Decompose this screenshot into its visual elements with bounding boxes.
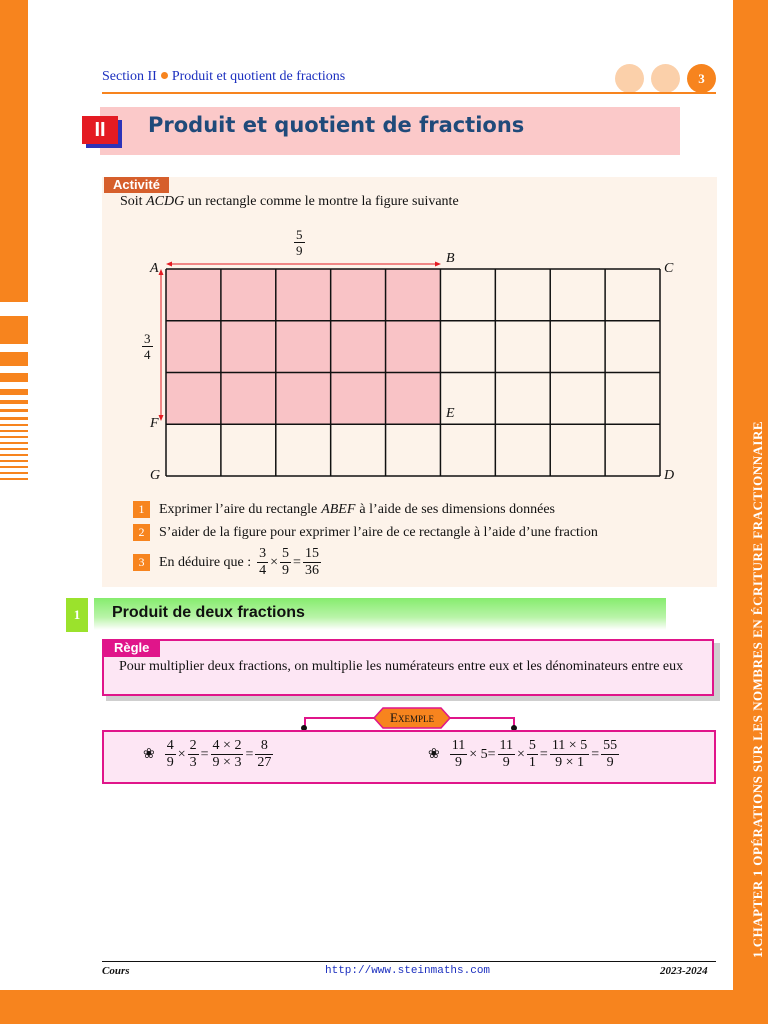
- running-header: [102, 69, 345, 85]
- fraction: [165, 738, 176, 771]
- rectangle-name: ACDG: [146, 194, 185, 209]
- rule-tag: Règle: [103, 639, 160, 657]
- section-number: II: [82, 116, 118, 144]
- rule-text: Pour multiplier deux fractions, on multiplie les numérateurs entre eux et les dénominateurs entre eux: [119, 659, 684, 674]
- left-decoration-stripe: [0, 430, 28, 432]
- side-dimension-fraction: [142, 331, 153, 362]
- fraction-denominator: 9: [282, 563, 290, 578]
- question-text: S’aider de la figure pour exprimer l’aire de ce rectangle à l’aide d’une fraction: [159, 524, 598, 540]
- fraction-denominator: 4: [144, 347, 151, 362]
- fraction-numerator: 4: [166, 738, 174, 753]
- left-decoration-stripe: [0, 417, 28, 420]
- flower-icon: ❀: [428, 747, 440, 762]
- shaded-cell: [221, 373, 276, 425]
- equals-sign: =: [487, 746, 496, 762]
- point-label-a: A: [150, 261, 159, 276]
- header-topic: Produit et quotient de fractions: [171, 69, 346, 84]
- fraction-numerator: 3: [144, 331, 151, 346]
- example-connector: [304, 717, 374, 719]
- fraction: [211, 738, 244, 771]
- fraction-numerator: 3: [259, 546, 267, 561]
- header-rule: [102, 92, 716, 94]
- fraction-denominator: 9: [454, 755, 462, 770]
- fraction: [498, 738, 515, 771]
- question-number: 1: [133, 501, 150, 518]
- footer-left: Cours: [102, 965, 130, 977]
- intro-suffix: un rectangle comme le montre la figure suivante: [184, 194, 459, 209]
- fraction-numerator: 55: [603, 738, 618, 753]
- shaded-cell: [276, 269, 331, 321]
- section-title: Produit et quotient de fractions: [148, 113, 525, 137]
- activity-tag: Activité: [104, 177, 169, 193]
- point-label-d: D: [664, 468, 675, 483]
- bullet-icon: [161, 72, 168, 79]
- footer-url-link[interactable]: http://www.steinmaths.com: [325, 965, 491, 977]
- chapter-side-title: 1.CHAPTER 1 OPÉRATIONS SUR LES NOMBRES EN ÉCRITURE FRACTIONNAIRE: [750, 420, 765, 958]
- fraction-numerator: 11 × 5: [551, 738, 588, 753]
- fraction-numerator: 5: [528, 738, 536, 753]
- left-decoration-stripe: [0, 436, 28, 438]
- fraction: [257, 546, 268, 579]
- fraction-numerator: 2: [189, 738, 197, 753]
- subsection-title: Produit de deux fractions: [112, 604, 305, 621]
- times-sign: ×: [177, 746, 186, 762]
- shaded-cell: [331, 269, 386, 321]
- question-number: 2: [133, 524, 150, 541]
- flower-icon: ❀: [143, 747, 155, 762]
- left-decoration-stripe: [0, 472, 28, 474]
- footer-rule: [102, 961, 716, 962]
- fraction-denominator: 4: [259, 563, 267, 578]
- intro-prefix: Soit: [120, 194, 147, 209]
- point-label-b: B: [446, 251, 455, 266]
- left-decoration-stripe: [0, 316, 28, 344]
- point-label-e: E: [446, 406, 455, 421]
- fraction-denominator: 36: [304, 563, 319, 578]
- fraction-denominator: 1: [528, 755, 536, 770]
- left-decoration-stripe: [0, 466, 28, 468]
- example-connector: [450, 717, 515, 719]
- fraction: [601, 738, 619, 771]
- equals-sign: =: [200, 746, 209, 762]
- fraction-numerator: 5: [282, 546, 290, 561]
- footer-year: 2023-2024: [660, 965, 708, 977]
- left-decoration-stripe: [0, 460, 28, 462]
- shaded-cell: [221, 321, 276, 373]
- rectangle-figure: [140, 225, 700, 495]
- rectangle-name: ABEF: [321, 501, 356, 517]
- fraction-numerator: 8: [260, 738, 268, 753]
- example-tag: [373, 707, 451, 729]
- shaded-cell: [166, 373, 221, 425]
- fraction: [527, 738, 538, 771]
- shaded-cell: [386, 269, 441, 321]
- subsection-number: 1: [66, 598, 88, 632]
- bottom-band: [0, 990, 768, 1024]
- question-text: à l’aide de ses dimensions données: [359, 501, 555, 517]
- shaded-cell: [331, 373, 386, 425]
- left-decoration-band: [0, 0, 28, 302]
- fraction-denominator: 9: [166, 755, 174, 770]
- fraction-denominator: 9: [606, 755, 614, 770]
- fraction: [280, 546, 291, 579]
- equals-sign: =: [245, 746, 254, 762]
- fraction-denominator: 27: [257, 755, 272, 770]
- left-decoration-stripe: [0, 424, 28, 426]
- left-decoration-stripe: [0, 442, 28, 444]
- shaded-cell: [331, 321, 386, 373]
- fraction: [188, 738, 199, 771]
- shaded-cell: [166, 321, 221, 373]
- shaded-cell: [276, 373, 331, 425]
- fraction: [450, 738, 467, 771]
- equals-sign: =: [293, 554, 301, 570]
- fraction: [303, 546, 321, 579]
- point-label-f: F: [150, 416, 159, 431]
- fraction-numerator: 4 × 2: [212, 738, 242, 753]
- fraction-denominator: 9 × 3: [212, 755, 242, 770]
- fraction-numerator: 11: [451, 738, 466, 753]
- header-section: Section II: [102, 69, 157, 84]
- question-text: Exprimer l’aire du rectangle: [159, 501, 318, 517]
- fraction-denominator: 9: [296, 243, 303, 258]
- example-tag-label: Exemple: [390, 710, 434, 725]
- times-five: × 5: [469, 746, 488, 762]
- activity-intro: [120, 194, 459, 210]
- left-decoration-stripe: [0, 389, 28, 395]
- left-decoration-stripe: [0, 352, 28, 366]
- point-label-c: C: [664, 261, 674, 276]
- point-label-g: G: [150, 468, 161, 483]
- left-decoration-stripe: [0, 400, 28, 404]
- shaded-cell: [386, 373, 441, 425]
- question-3: [133, 546, 323, 579]
- left-decoration-stripe: [0, 454, 28, 456]
- left-decoration-stripe: [0, 448, 28, 450]
- equals-sign: =: [539, 746, 548, 762]
- shaded-region: [166, 269, 440, 424]
- fraction-denominator: 9: [502, 755, 510, 770]
- header-circle: [651, 64, 680, 93]
- fraction: [255, 738, 273, 771]
- top-dimension-fraction: [294, 227, 305, 258]
- page-number: 3: [687, 64, 716, 93]
- left-decoration-stripe: [0, 478, 28, 480]
- times-sign: ×: [517, 746, 525, 762]
- example-1: [143, 738, 275, 771]
- question-number: 3: [133, 554, 150, 571]
- shaded-cell: [166, 269, 221, 321]
- shaded-cell: [276, 321, 331, 373]
- fraction-numerator: 5: [296, 227, 303, 242]
- header-circle: [615, 64, 644, 93]
- example-2: [428, 738, 621, 771]
- fraction-denominator: 3: [189, 755, 197, 770]
- question-2: [133, 524, 598, 541]
- left-decoration-stripe: [0, 409, 28, 412]
- shaded-cell: [386, 321, 441, 373]
- question-text: En déduire que :: [159, 554, 252, 570]
- fraction-denominator: 9 × 1: [555, 755, 584, 770]
- times-sign: ×: [270, 554, 279, 570]
- equals-sign: =: [591, 746, 600, 762]
- fraction: [550, 738, 589, 771]
- fraction-numerator: 11: [499, 738, 514, 753]
- left-decoration-stripe: [0, 373, 28, 382]
- question-1: [133, 501, 555, 518]
- fraction-numerator: 15: [304, 546, 319, 561]
- shaded-cell: [221, 269, 276, 321]
